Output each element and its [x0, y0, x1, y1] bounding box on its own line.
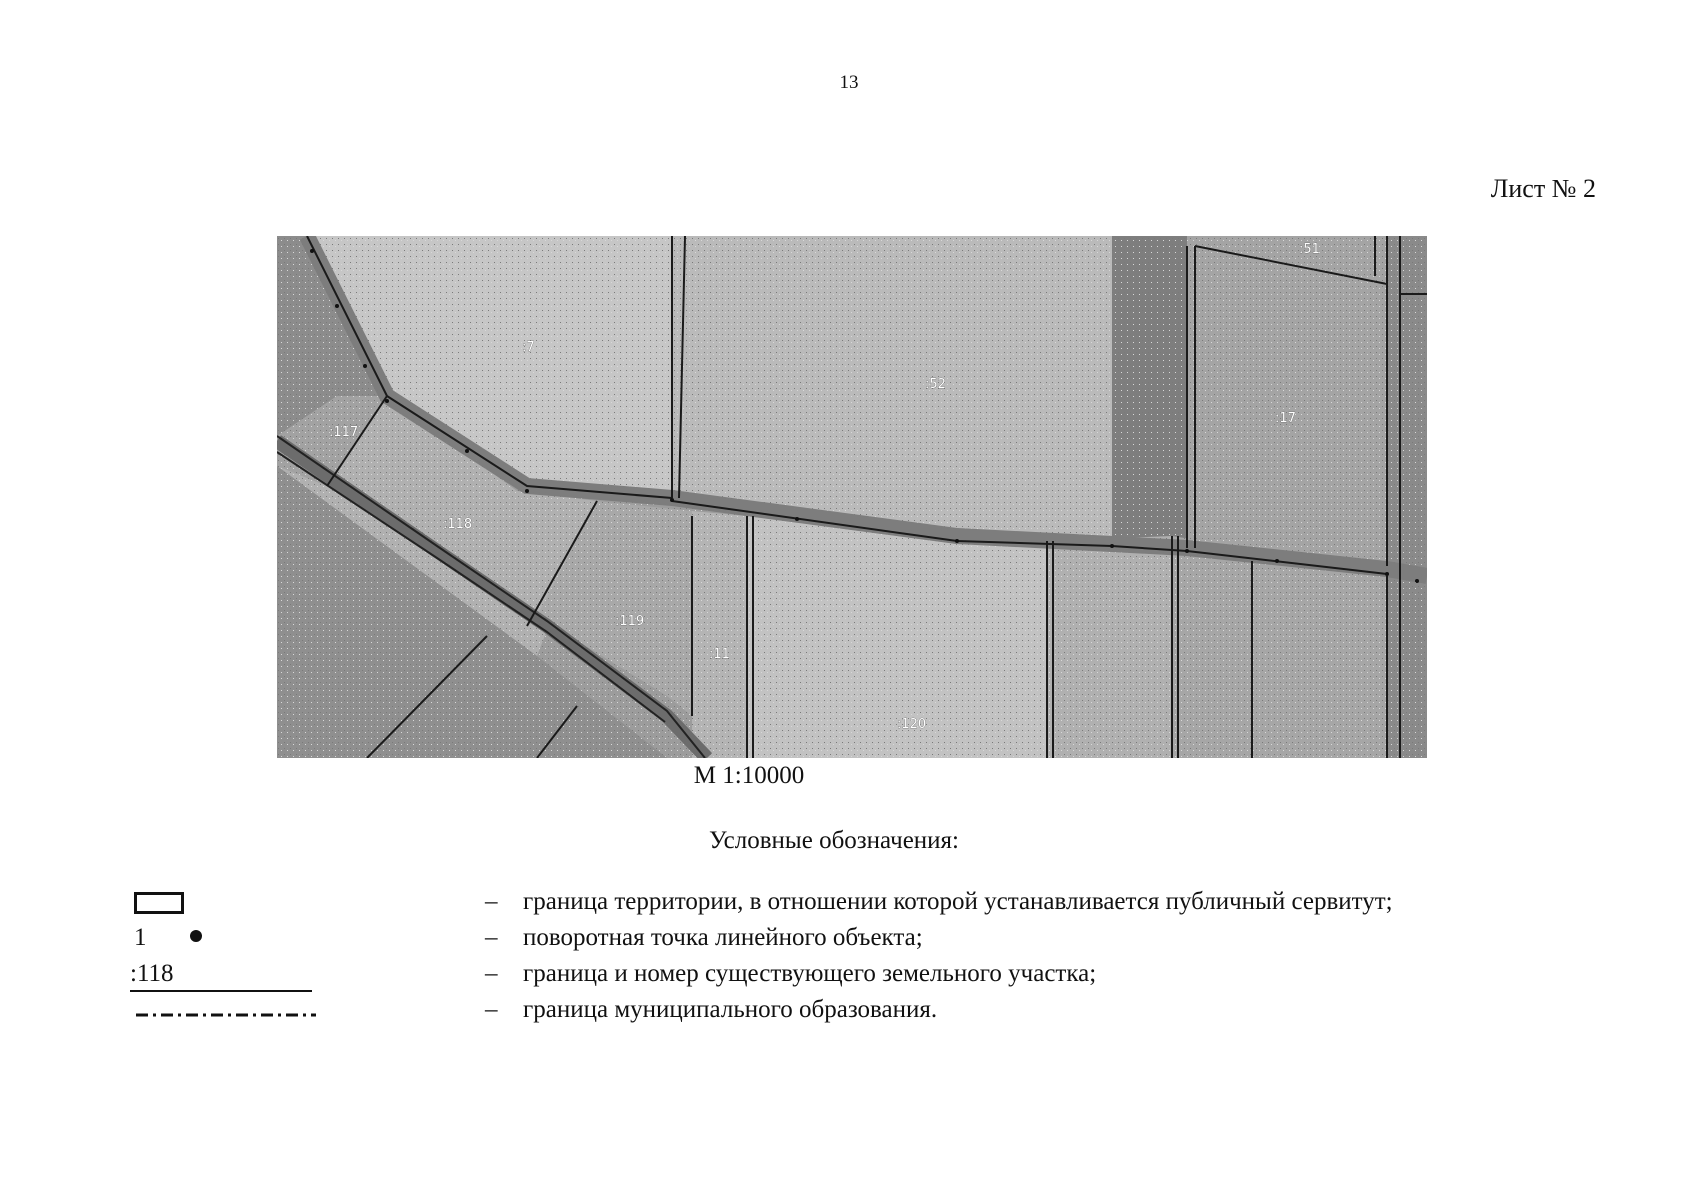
map-parcel-label: :52	[925, 377, 946, 392]
legend	[120, 888, 1620, 1032]
turning-point	[1185, 549, 1189, 553]
legend-symbol	[126, 960, 316, 996]
turning-point	[1275, 559, 1279, 563]
legend-description: граница территории, в отношении которой устанавливается публичный сервитут;	[523, 888, 1393, 915]
legend-dash: –	[485, 924, 498, 951]
turning-point	[385, 399, 389, 403]
dash-dot-line-symbol-icon	[136, 1013, 316, 1017]
point-symbol-icon	[190, 930, 202, 942]
legend-item-municipal-boundary	[120, 996, 1620, 1032]
turning-point	[1415, 579, 1419, 583]
turning-point	[1110, 544, 1114, 548]
map-parcel-label: :119	[615, 614, 645, 629]
turning-point	[795, 517, 799, 521]
map-scale	[0, 762, 1698, 790]
sheet-label: Лист № 2	[1490, 174, 1596, 203]
turning-point	[955, 539, 959, 543]
map-parcel-label: :11	[709, 647, 730, 662]
turning-point	[1385, 572, 1389, 576]
legend-dash: –	[485, 996, 498, 1023]
rectangle-symbol-icon	[134, 892, 184, 914]
legend-title-text: Условные обозначения:	[708, 827, 960, 854]
page-number: 13	[839, 72, 859, 93]
legend-symbol	[126, 888, 316, 924]
map-parcel-label: :118	[443, 517, 473, 532]
legend-item-servitude-boundary	[120, 888, 1620, 924]
turning-point	[335, 304, 339, 308]
turning-point	[310, 249, 314, 253]
legend-symbol	[126, 924, 316, 960]
map-parcel-label: :120	[897, 717, 927, 732]
legend-dash: –	[485, 960, 498, 987]
parcel-line-symbol-icon	[130, 960, 312, 992]
map-parcel-label: :17	[1275, 411, 1296, 426]
legend-title	[0, 827, 1698, 855]
map-scale-text: М 1:10000	[693, 762, 805, 789]
legend-symbol-number: 1	[134, 924, 147, 951]
turning-point	[525, 489, 529, 493]
map-parcel-label: :51	[1299, 242, 1320, 257]
legend-description: граница и номер существующего земельного участка;	[523, 960, 1097, 987]
map-parcel-label: :117	[329, 425, 359, 440]
cadastral-map	[277, 236, 1427, 758]
turning-point	[363, 364, 367, 368]
legend-item-parcel-boundary	[120, 960, 1620, 996]
legend-dash: –	[485, 888, 498, 915]
legend-symbol-number: :118	[130, 960, 174, 987]
map-parcel-label: :7	[522, 340, 535, 355]
turning-point	[465, 449, 469, 453]
turning-point	[670, 498, 674, 502]
legend-symbol	[126, 996, 316, 1032]
legend-description: поворотная точка линейного объекта;	[523, 924, 923, 951]
legend-description: граница муниципального образования.	[523, 996, 938, 1023]
legend-item-turning-point	[120, 924, 1620, 960]
